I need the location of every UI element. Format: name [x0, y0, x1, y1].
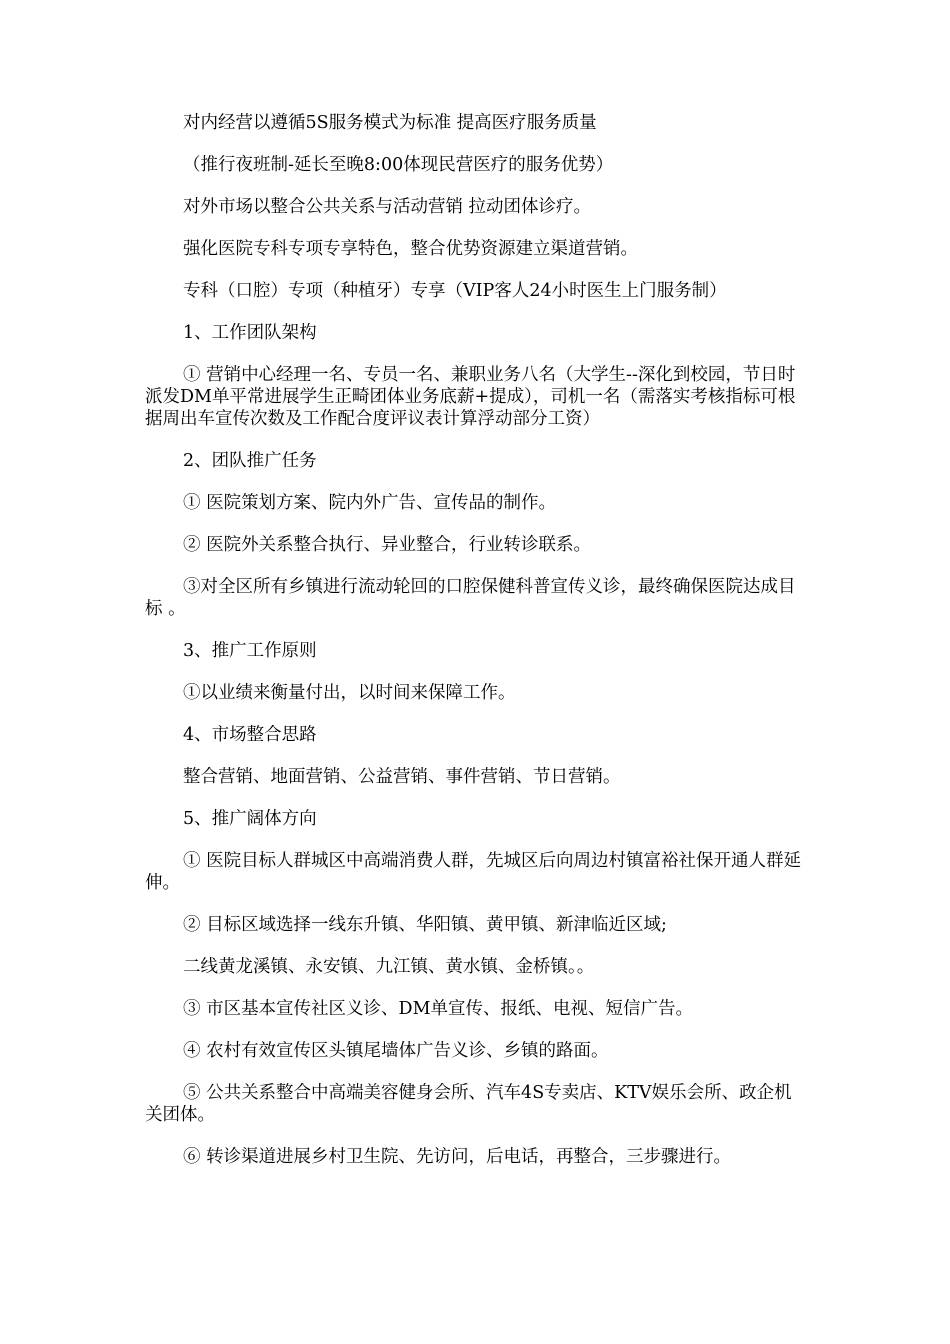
- list-item-referral-channel: ⑥ 转诊渠道进展乡村卫生院、先访问，后电话，再整合，三步骤进行。: [183, 1147, 732, 1167]
- paragraph-internal-operations: 对内经营以遵循5S服务模式为标准 提高医疗服务质量: [183, 113, 597, 133]
- list-item-target-group: ① 医院目标人群城区中高端消费人群，先城区后向周边村镇富裕社保开通人群延伸。: [145, 851, 802, 893]
- paragraph-second-tier: 二线黄龙溪镇、永安镇、九江镇、黄水镇、金桥镇。。: [183, 957, 595, 977]
- paragraph-night-shift: （推行夜班制-延长至晚8:00体现民营医疗的服务优势）: [183, 155, 614, 175]
- paragraph-specialty: 强化医院专科专项专享特色，整合优势资源建立渠道营销。: [183, 239, 638, 259]
- section-heading-promotion-tasks: 2、团队推广任务: [183, 451, 317, 471]
- list-item-principle: ①以业绩来衡量付出，以时间来保障工作。: [183, 683, 516, 703]
- paragraph-external-market: 对外市场以整合公共关系与活动营销 拉动团体诊疗。: [183, 197, 592, 217]
- list-item-outreach: ③对全区所有乡镇进行流动轮回的口腔保健科普宣传义诊，最终确保医院达成目标 。: [145, 577, 796, 619]
- list-item-public-relations: ⑤ 公共关系整合中高端美容健身会所、汽车4S专卖店、KTV娱乐会所、政企机关团体。: [145, 1083, 792, 1125]
- section-heading-team-structure: 1、工作团队架构: [183, 323, 317, 343]
- list-item-team-members: ① 营销中心经理一名、专员一名、兼职业务八名（大学生--深化到校园，节日时派发DM单平常进展学生正畸团体业务底薪+提成），司机一名（需落实考核指标可根据周出车宣传次数及工作配合度评议表计算浮动部分工资）: [145, 365, 796, 429]
- list-item-relations: ② 医院外关系整合执行、异业整合，行业转诊联系。: [183, 535, 592, 555]
- section-heading-principles: 3、推广工作原则: [183, 641, 317, 661]
- list-item-rural-promotion: ④ 农村有效宣传区头镇尾墙体广告义诊、乡镇的路面。: [183, 1041, 609, 1061]
- section-heading-direction: 5、推广阔体方向: [183, 809, 317, 829]
- paragraph-marketing-types: 整合营销、地面营销、公益营销、事件营销、节日营销。: [183, 767, 621, 787]
- list-item-city-promotion: ③ 市区基本宣传社区义诊、DM单宣传、报纸、电视、短信广告。: [183, 999, 694, 1019]
- list-item-target-area: ② 目标区域选择一线东升镇、华阳镇、黄甲镇、新津临近区域;: [183, 915, 667, 935]
- paragraph-specialty-detail: 专科（口腔）专项（种植牙）专享（VIP客人24小时医生上门服务制）: [183, 281, 727, 301]
- document-body: [145, 112, 807, 1188]
- section-heading-market-ideas: 4、市场整合思路: [183, 725, 317, 745]
- list-item-planning: ① 医院策划方案、院内外广告、宣传品的制作。: [183, 493, 557, 513]
